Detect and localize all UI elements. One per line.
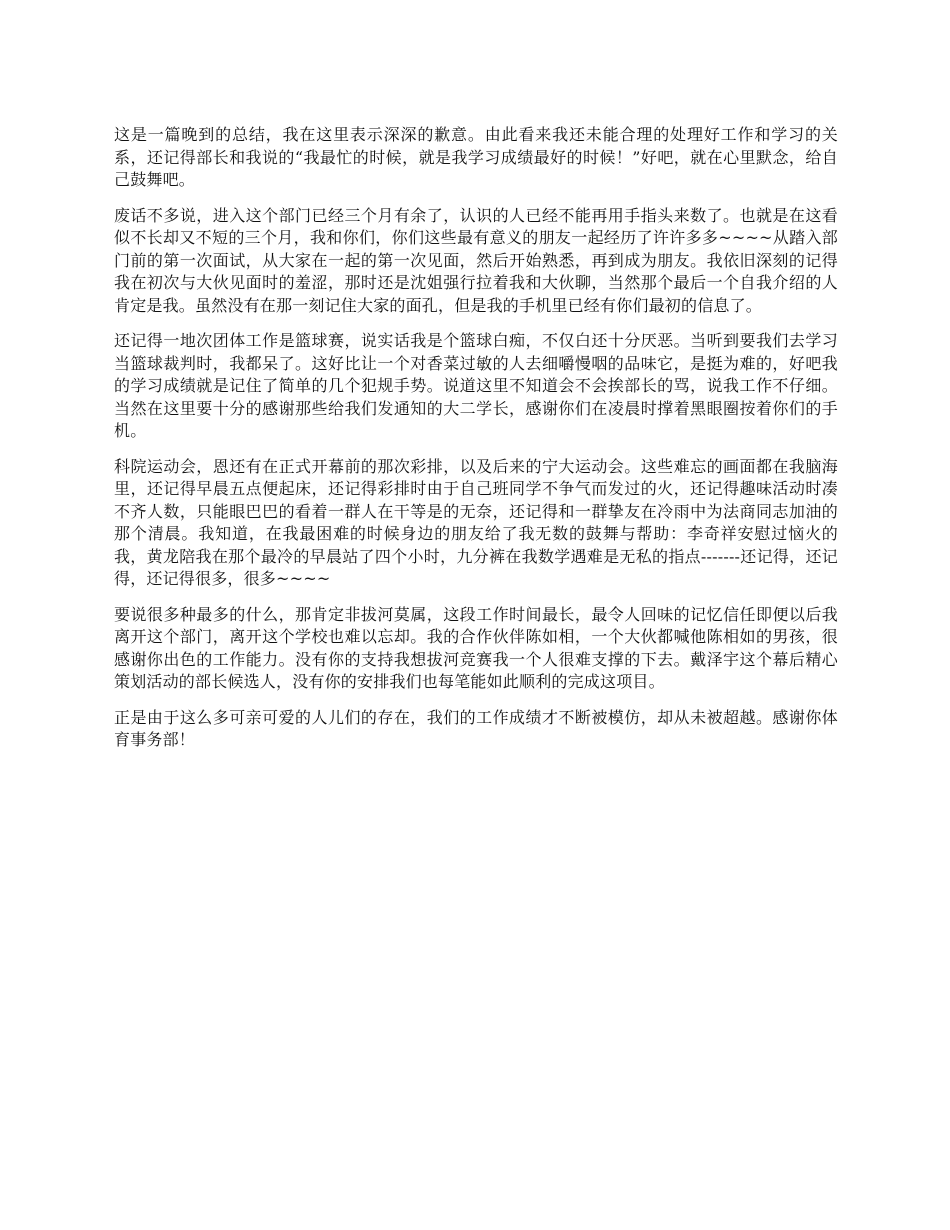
paragraph-tug-of-war: 要说很多种最多的什么，那肯定非拔河莫属，这段工作时间最长，最令人回味的记忆信任即便以后我离开这个部门，离开这个学校也难以忘却。我的合作伙伴陈如相，一个大伙都喊他陈相如的男孩，很感谢你出色的工作能力。没有你的支持我想拔河竞赛我一个人很难支撑的下去。戴泽宇这个幕后精心策划活动的部长候选人，没有你的安排我们也每笔能如此顺利的完成这项目。 (114, 604, 838, 691)
paragraph-intro: 这是一篇晚到的总结，我在这里表示深深的歉意。由此看来我还未能合理的处理好工作和学习的关系，还记得部长和我说的“我最忙的时候，就是我学习成绩最好的时候！”好吧，就在心里默念，给自己鼓舞吧。 (114, 125, 838, 189)
paragraph-closing: 正是由于这么多可亲可爱的人儿们的存在，我们的工作成绩才不断被模仿，却从未被超越。感谢你体育事务部！ (114, 707, 838, 749)
paragraph-sports-meet: 科院运动会，恩还有在正式开幕前的那次彩排，以及后来的宁大运动会。这些难忘的画面都在我脑海里，还记得早晨五点便起床，还记得彩排时由于自己班同学不争气而发过的火，还记得趣味活动时凑不齐人数，只能眼巴巴的看着一群人在干等是的无奈，还记得和一群挚友在冷雨中为法商同志加油的那个清晨。我知道，在我最困难的时候身边的朋友给了我无数的鼓舞与帮助：李奇祥安慰过恼火的我，黄龙陪我在那个最冷的早晨站了四个小时，九分裤在我数学遇难是无私的指点-------还记得，还记得，还记得很多，很多~~~~ (114, 456, 838, 588)
paragraph-basketball: 还记得一地次团体工作是篮球赛，说实话我是个篮球白痴，不仅白还十分厌恶。当听到要我们去学习当篮球裁判时，我都呆了。这好比让一个对香菜过敏的人去细嚼慢咽的品味它，是挺为难的，好吧我的学习成绩就是记住了简单的几个犯规手势。说道这里不知道会不会挨部长的骂，说我工作不仔细。当然在这里要十分的感谢那些给我们发通知的大二学长，感谢你们在凌晨时撑着黑眼圈按着你们的手机。 (114, 331, 838, 440)
paragraph-joining-department: 废话不多说，进入这个部门已经三个月有余了，认识的人已经不能再用手指头来数了。也就是在这看似不长却又不短的三个月，我和你们，你们这些最有意义的朋友一起经历了许许多多~~~~从踏入部门前的第一次面试，从大家在一起的第一次见面，然后开始熟悉，再到成为朋友。我依旧深刻的记得我在初次与大伙见面时的羞涩，那时还是沈姐强行拉着我和大伙聊，当然那个最后一个自我介绍的人肯定是我。虽然没有在那一刻记住大家的面孔，但是我的手机里已经有你们最初的信息了。 (114, 205, 838, 315)
document-body (114, 124, 838, 765)
